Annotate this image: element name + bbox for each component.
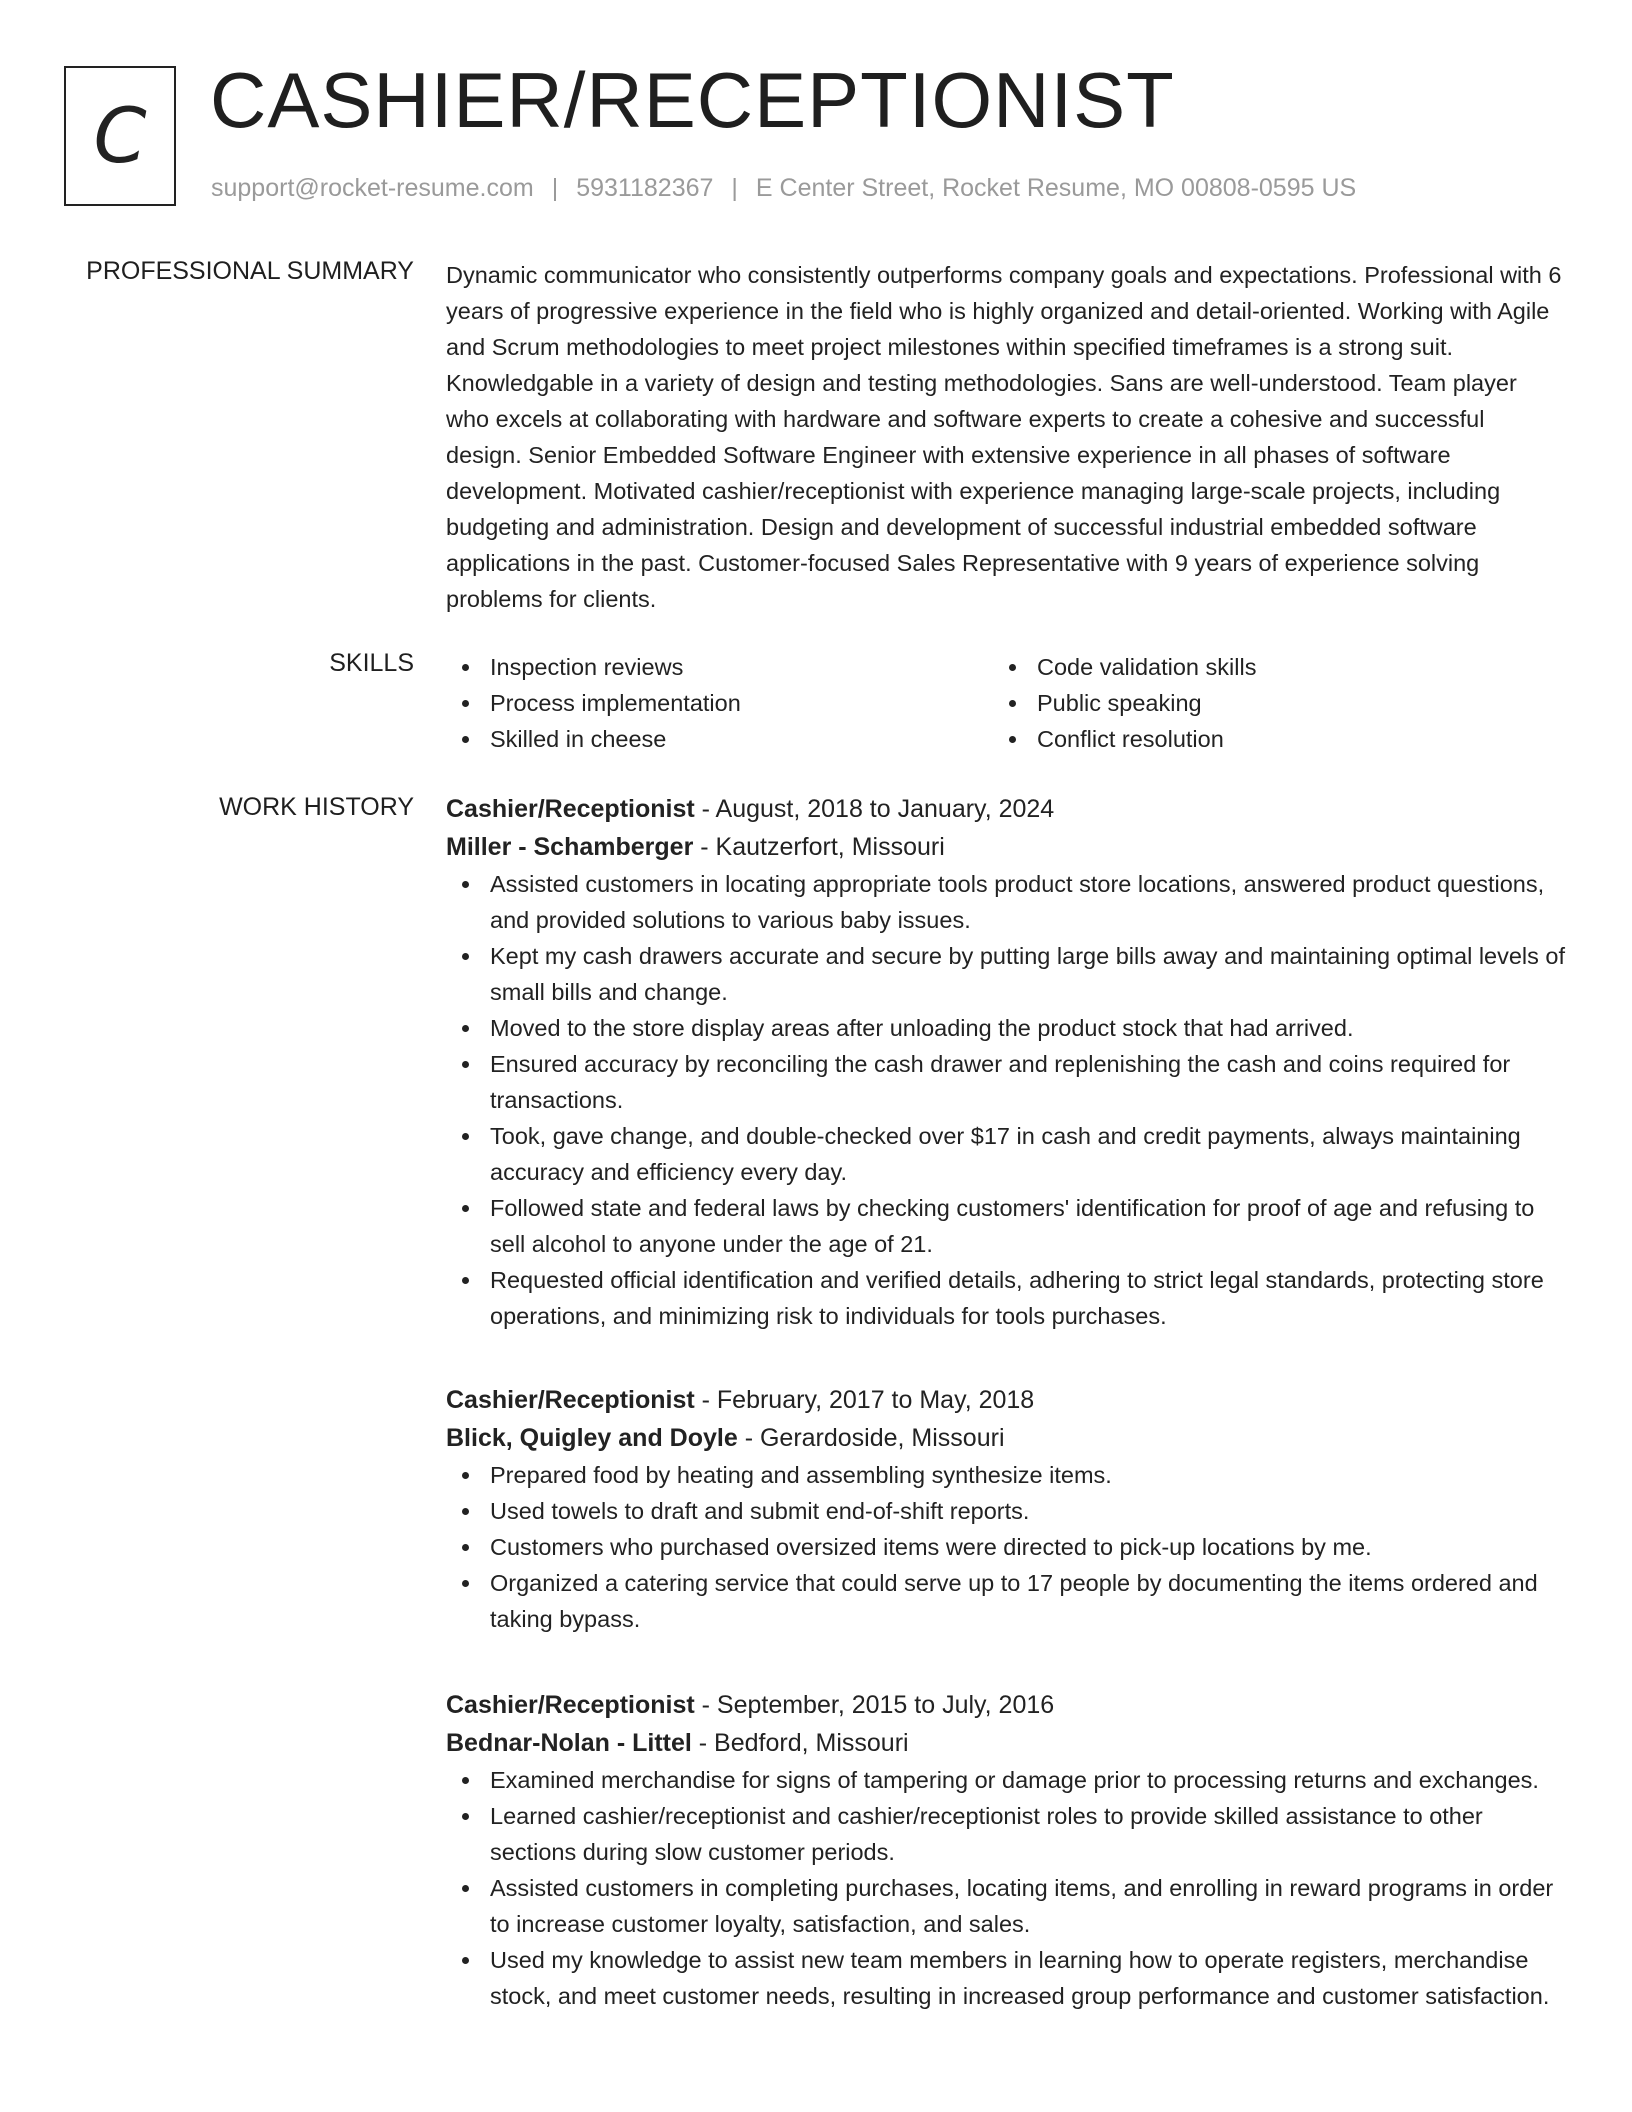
- resume-title: CASHIER/RECEPTIONIST: [210, 56, 1175, 144]
- job-entry: [446, 790, 1566, 1334]
- skill-item: Process implementation: [446, 685, 993, 721]
- skill-item: Public speaking: [993, 685, 1540, 721]
- job-bullet: Prepared food by heating and assembling synthesize items.: [446, 1457, 1566, 1493]
- job-bullet: Learned cashier/receptionist and cashier/receptionist roles to provide skilled assistance to other sections during slow customer periods.: [446, 1798, 1566, 1870]
- job-bullets: [446, 866, 1566, 1334]
- job-dates: - August, 2018 to January, 2024: [694, 795, 1055, 823]
- job-bullet: Assisted customers in locating appropriate tools product store locations, answered product questions, and provided solutions to various baby issues.: [446, 866, 1566, 938]
- contact-separator: |: [551, 174, 559, 202]
- job-title: Cashier/Receptionist: [446, 1386, 695, 1414]
- job-bullet: Organized a catering service that could serve up to 17 people by documenting the items ordered and taking bypass.: [446, 1565, 1566, 1637]
- skill-item: Skilled in cheese: [446, 721, 993, 757]
- job-bullet: Assisted customers in completing purchases, locating items, and enrolling in reward programs in order to increase customer loyalty, satisfaction, and sales.: [446, 1870, 1566, 1942]
- job-title-line: [446, 1381, 1566, 1419]
- job-bullet: Examined merchandise for signs of tampering or damage prior to processing returns and exchanges.: [446, 1762, 1566, 1798]
- company-line: [446, 1724, 1566, 1762]
- contact-separator: |: [731, 174, 738, 202]
- skill-item: Code validation skills: [993, 649, 1540, 685]
- company-line: [446, 828, 1566, 866]
- contact-email: support@rocket-resume.com: [211, 174, 534, 202]
- job-dates: - September, 2015 to July, 2016: [694, 1691, 1055, 1719]
- work-history-heading: WORK HISTORY: [219, 793, 414, 821]
- skills-section: [446, 649, 1566, 757]
- job-bullet: Customers who purchased oversized items were directed to pick-up locations by me.: [446, 1529, 1566, 1565]
- skill-item: Conflict resolution: [993, 721, 1540, 757]
- job-bullet: Used towels to draft and submit end-of-shift reports.: [446, 1493, 1566, 1529]
- job-title: Cashier/Receptionist: [446, 1691, 695, 1719]
- job-bullet: Followed state and federal laws by checking customers' identification for proof of age and refusing to sell alcohol to anyone under the age of 21.: [446, 1190, 1566, 1262]
- company-name: Blick, Quigley and Doyle: [446, 1424, 738, 1452]
- contact-address: E Center Street, Rocket Resume, MO 00808-0595 US: [755, 174, 1357, 202]
- job-entry: [446, 1381, 1566, 1637]
- skills-heading: SKILLS: [329, 649, 414, 677]
- company-name: Bednar-Nolan - Littel: [446, 1729, 692, 1757]
- monogram-logo: [64, 66, 176, 206]
- company-location: - Kautzerfort, Missouri: [693, 833, 945, 861]
- company-name: Miller - Schamberger: [446, 833, 694, 861]
- skill-item: Inspection reviews: [446, 649, 993, 685]
- summary-text: Dynamic communicator who consistently outperforms company goals and expectations. Professional with 6 years of progressive experience in the field who is highly organized and detail-oriented. Working with Agile and Scrum methodologies to meet project milestones within specified timeframes is a strong suit. Knowledgable in a variety of design and testing methodologies. Sans are well-understood. Team player who excels at collaborating with hardware and software experts to create a cohesive and successful design. Senior Embedded Software Engineer with extensive experience in all phases of software development. Motivated cashier/receptionist with experience managing large-scale projects, including budgeting and administration. Design and development of successful industrial embedded software applications in the past. Customer-focused Sales Representative with 9 years of experience solving problems for clients.: [446, 262, 1562, 612]
- summary-heading: PROFESSIONAL SUMMARY: [86, 257, 414, 285]
- skills-list: [446, 649, 1566, 757]
- job-bullet: Kept my cash drawers accurate and secure by putting large bills away and maintaining optimal levels of small bills and change.: [446, 938, 1566, 1010]
- job-bullet: Used my knowledge to assist new team members in learning how to operate registers, merchandise stock, and meet customer needs, resulting in increased group performance and customer satisfaction.: [446, 1942, 1566, 2014]
- job-title-line: [446, 1686, 1566, 1724]
- job-title: Cashier/Receptionist: [446, 795, 695, 823]
- company-line: [446, 1419, 1566, 1457]
- job-title-line: [446, 790, 1566, 828]
- company-location: - Bedford, Missouri: [691, 1729, 909, 1757]
- job-bullet: Requested official identification and verified details, adhering to strict legal standards, protecting store operations, and minimizing risk to individuals for tools purchases.: [446, 1262, 1566, 1334]
- contact-line: [211, 174, 1356, 203]
- job-dates: - February, 2017 to May, 2018: [694, 1386, 1035, 1414]
- job-bullets: [446, 1762, 1566, 2014]
- job-bullet: Ensured accuracy by reconciling the cash drawer and replenishing the cash and coins required for transactions.: [446, 1046, 1566, 1118]
- summary-section: [446, 257, 1566, 617]
- monogram-letter: C: [93, 91, 147, 180]
- job-bullet: Moved to the store display areas after unloading the product stock that had arrived.: [446, 1010, 1566, 1046]
- job-bullets: [446, 1457, 1566, 1637]
- job-entry: [446, 1686, 1566, 2014]
- job-bullet: Took, gave change, and double-checked over $17 in cash and credit payments, always maintaining accuracy and efficiency every day.: [446, 1118, 1566, 1190]
- contact-phone: 5931182367: [576, 174, 714, 202]
- company-location: - Gerardoside, Missouri: [737, 1424, 1005, 1452]
